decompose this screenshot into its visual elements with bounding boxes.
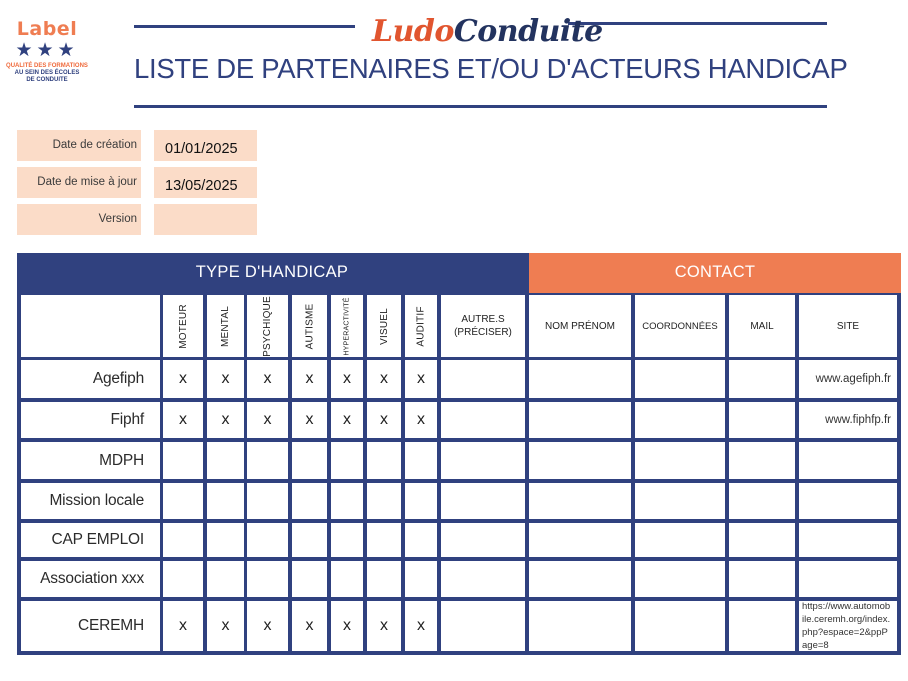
handicap-cell[interactable] [405, 523, 437, 557]
table-cell-coord[interactable] [635, 601, 725, 651]
column-header-handicap [405, 295, 437, 357]
handicap-cell[interactable]: x [207, 402, 244, 438]
column-header-contact: NOM PRÉNOM [529, 295, 631, 357]
handicap-cell[interactable] [405, 442, 437, 479]
handicap-cell[interactable]: x [292, 601, 327, 651]
site-cell[interactable] [799, 561, 897, 597]
handicap-cell[interactable]: x [367, 601, 401, 651]
row-label: Fiphf [21, 402, 160, 438]
table-cell-nom[interactable] [529, 561, 631, 597]
header-rule-bottom [134, 105, 827, 108]
table-cell-mail[interactable] [729, 402, 795, 438]
updated-date-label: Date de mise à jour [17, 167, 141, 198]
handicap-cell[interactable] [405, 561, 437, 597]
row-label: Agefiph [21, 360, 160, 398]
header-corner-cell [21, 295, 160, 357]
column-header-label: MENTAL [220, 305, 231, 347]
logo-caption-line: DE CONDUITE [26, 77, 68, 83]
column-header-handicap [331, 295, 363, 357]
handicap-cell[interactable] [331, 523, 363, 557]
handicap-cell[interactable]: x [207, 360, 244, 398]
site-cell[interactable] [799, 523, 897, 557]
version-label: Version [17, 204, 141, 235]
handicap-cell[interactable] [247, 483, 288, 519]
column-header-label: AUDITIF [415, 305, 427, 347]
table-cell-nom[interactable] [529, 360, 631, 398]
handicap-cell[interactable] [292, 561, 327, 597]
column-header-handicap [292, 295, 327, 357]
version-field[interactable] [154, 204, 257, 235]
column-header-label: HYPERACTIVITÉ [343, 296, 351, 356]
handicap-cell[interactable] [405, 483, 437, 519]
handicap-cell[interactable]: x [331, 402, 363, 438]
table-cell-other[interactable] [441, 442, 525, 479]
handicap-cell[interactable] [247, 442, 288, 479]
table-cell-nom[interactable] [529, 483, 631, 519]
site-cell[interactable] [799, 483, 897, 519]
table-cell-mail[interactable] [729, 442, 795, 479]
header-rule-right [568, 22, 827, 25]
site-cell[interactable]: www.fiphfp.fr [799, 402, 897, 438]
table-cell-coord[interactable] [635, 483, 725, 519]
handicap-cell[interactable] [207, 561, 244, 597]
column-header-handicap [163, 295, 203, 357]
column-header-handicap [207, 295, 244, 357]
handicap-cell[interactable] [207, 523, 244, 557]
column-header-label: VISUEL [378, 307, 390, 345]
column-header-label: PSYCHIQUE [262, 295, 274, 357]
handicap-cell[interactable]: x [247, 601, 288, 651]
column-header-handicap [247, 295, 288, 357]
table-cell-mail[interactable] [729, 483, 795, 519]
handicap-cell[interactable]: x [331, 601, 363, 651]
page-title: LISTE DE PARTENAIRES ET/OU D'ACTEURS HANDICAP [134, 53, 848, 84]
handicap-cell[interactable]: x [405, 360, 437, 398]
table-cell-other[interactable] [441, 360, 525, 398]
logo-caption-line: AU SEIN DES ÉCOLES [14, 70, 80, 76]
handicap-cell[interactable] [331, 561, 363, 597]
handicap-cell[interactable]: x [292, 402, 327, 438]
table-cell-other[interactable] [441, 402, 525, 438]
created-date-label: Date de création [17, 130, 141, 161]
group-header-contact: CONTACT [529, 253, 901, 293]
row-label: CEREMH [21, 601, 160, 651]
handicap-cell[interactable] [207, 483, 244, 519]
table-cell-mail[interactable] [729, 561, 795, 597]
handicap-cell[interactable] [247, 561, 288, 597]
table-cell-coord[interactable] [635, 523, 725, 557]
partners-table [17, 253, 901, 655]
table-cell-nom[interactable] [529, 523, 631, 557]
table-cell-coord[interactable] [635, 442, 725, 479]
handicap-cell[interactable] [367, 483, 401, 519]
group-header-type-handicap: TYPE D'HANDICAP [17, 253, 527, 293]
handicap-cell[interactable]: x [247, 360, 288, 398]
handicap-cell[interactable] [163, 523, 203, 557]
column-header-contact: MAIL [729, 295, 795, 357]
table-cell-nom[interactable] [529, 601, 631, 651]
column-header-contact: COORDONNÉES [635, 295, 725, 357]
handicap-cell[interactable] [292, 483, 327, 519]
column-header-label: AUTISME [304, 303, 316, 349]
handicap-cell[interactable]: x [331, 360, 363, 398]
table-cell-other[interactable] [441, 523, 525, 557]
site-cell[interactable] [799, 442, 897, 479]
table-cell-mail[interactable] [729, 360, 795, 398]
handicap-cell[interactable]: x [292, 360, 327, 398]
row-label: Association xxx [21, 561, 160, 597]
logo-word: Label [16, 18, 78, 40]
column-header-label: MOTEUR [177, 303, 189, 349]
table-cell-coord[interactable] [635, 402, 725, 438]
table-cell-other[interactable] [441, 561, 525, 597]
handicap-cell[interactable]: x [207, 601, 244, 651]
site-cell[interactable]: https://www.automobile.ceremh.org/index.php?espace=2&ppPage=8 [799, 601, 897, 651]
handicap-cell[interactable] [163, 483, 203, 519]
logo-caption-line: QUALITÉ DES FORMATIONS [6, 63, 88, 69]
column-header-other: AUTRE.S (PRÉCISER) [441, 295, 525, 357]
handicap-cell[interactable] [163, 561, 203, 597]
handicap-cell[interactable]: x [163, 360, 203, 398]
brand-logo [372, 14, 603, 49]
handicap-cell[interactable]: x [247, 402, 288, 438]
table-cell-mail[interactable] [729, 523, 795, 557]
handicap-cell[interactable]: x [405, 601, 437, 651]
handicap-cell[interactable]: x [367, 360, 401, 398]
brand-part-1: Ludo [372, 14, 454, 49]
row-label: MDPH [21, 442, 160, 479]
column-header-contact: SITE [799, 295, 897, 357]
label-logo [0, 18, 94, 84]
created-date-field[interactable]: 01/01/2025 [154, 130, 257, 161]
row-label: CAP EMPLOI [21, 523, 160, 557]
stars-icon: ★★★ [15, 40, 79, 61]
table-cell-other[interactable] [441, 601, 525, 651]
table-cell-other[interactable] [441, 483, 525, 519]
handicap-cell[interactable] [247, 523, 288, 557]
handicap-cell[interactable] [331, 442, 363, 479]
handicap-cell[interactable]: x [367, 402, 401, 438]
row-label: Mission locale [21, 483, 160, 519]
table-cell-nom[interactable] [529, 402, 631, 438]
updated-date-field[interactable]: 13/05/2025 [154, 167, 257, 198]
handicap-cell[interactable]: x [163, 601, 203, 651]
table-cell-coord[interactable] [635, 561, 725, 597]
table-cell-mail[interactable] [729, 601, 795, 651]
handicap-cell[interactable] [292, 442, 327, 479]
header-rule-left [134, 25, 355, 28]
column-header-handicap [367, 295, 401, 357]
logo-caption [0, 63, 94, 84]
brand-part-2: Conduite [453, 14, 603, 49]
table-cell-coord[interactable] [635, 360, 725, 398]
handicap-cell[interactable] [367, 442, 401, 479]
handicap-cell[interactable] [163, 442, 203, 479]
table-cell-nom[interactable] [529, 442, 631, 479]
handicap-cell[interactable]: x [163, 402, 203, 438]
handicap-cell[interactable]: x [405, 402, 437, 438]
handicap-cell[interactable] [207, 442, 244, 479]
handicap-cell[interactable] [367, 523, 401, 557]
handicap-cell[interactable] [292, 523, 327, 557]
handicap-cell[interactable] [367, 561, 401, 597]
handicap-cell[interactable] [331, 483, 363, 519]
site-cell[interactable]: www.agefiph.fr [799, 360, 897, 398]
